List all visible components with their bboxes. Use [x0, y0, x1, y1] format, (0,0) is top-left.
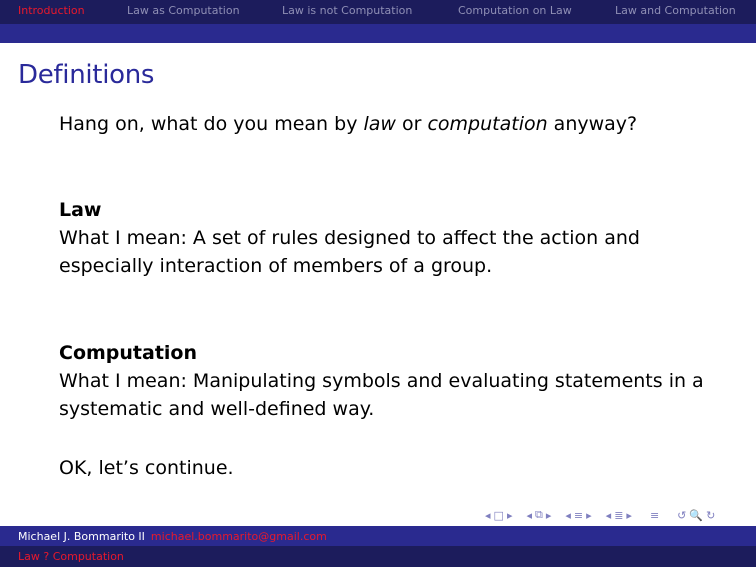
footer-author-row: [0, 526, 756, 546]
nav-section-law-is-not-computation[interactable]: Law is not Computation: [282, 4, 413, 17]
law-definition-block: [59, 196, 709, 280]
frame-next-icon[interactable]: ▸: [506, 508, 513, 522]
section-next-icon[interactable]: ▸: [586, 508, 592, 522]
footer-title-row: [0, 546, 756, 567]
section-navigation-bar: [0, 0, 756, 24]
section-prev-icon[interactable]: ◂: [565, 508, 571, 522]
nav-section-computation-on-law[interactable]: Computation on Law: [458, 4, 572, 17]
search-forward-icon[interactable]: ↻: [706, 508, 716, 522]
document-icon[interactable]: ≣: [614, 508, 624, 522]
computation-term: Computation: [59, 342, 198, 364]
nav-section-law-as-computation[interactable]: Law as Computation: [127, 4, 240, 17]
footer-author: Michael J. Bommarito II: [18, 529, 145, 543]
intro-middle: or: [395, 113, 428, 135]
subsection-icon[interactable]: ⧉: [535, 508, 543, 521]
subsection-prev-icon[interactable]: ◂: [526, 508, 532, 522]
closing-line: OK, let’s continue.: [59, 457, 234, 479]
document-prev-icon[interactable]: ◂: [605, 508, 612, 522]
subsection-next-icon[interactable]: ▸: [545, 508, 552, 522]
search-icon[interactable]: 🔍: [689, 508, 704, 522]
law-definition: What I mean: A set of rules designed to affect the action and especially interaction of members of a group.: [59, 227, 640, 277]
nav-section-introduction[interactable]: Introduction: [18, 4, 85, 17]
nav-section-law-and-computation[interactable]: Law and Computation: [615, 4, 736, 17]
footer-email-link[interactable]: michael.bommarito@gmail.com: [150, 529, 327, 543]
law-term: Law: [59, 199, 102, 221]
document-next-icon[interactable]: ▸: [626, 508, 632, 522]
frame-icon[interactable]: □: [493, 508, 504, 522]
computation-definition: What I mean: Manipulating symbols and evaluating statements in a systematic and well-defined way.: [59, 370, 704, 420]
intro-prefix: Hang on, what do you mean by: [59, 113, 364, 135]
align-icon[interactable]: ≡: [649, 508, 660, 522]
intro-emphasis-computation: computation: [427, 113, 548, 135]
footer: [0, 526, 756, 567]
section-icon[interactable]: ≡: [573, 508, 584, 522]
beamer-navigation-controls: [485, 507, 715, 523]
intro-suffix: anyway?: [547, 113, 638, 135]
frame-prev-icon[interactable]: ◂: [485, 508, 491, 522]
subsection-stripe: [0, 24, 756, 43]
intro-emphasis-law: law: [363, 113, 396, 135]
footer-short-title: Law ? Computation: [18, 550, 124, 563]
intro-question: [59, 110, 709, 138]
search-back-icon[interactable]: ↺: [677, 508, 687, 522]
frame-title: Definitions: [18, 60, 155, 90]
computation-definition-block: [59, 339, 709, 423]
